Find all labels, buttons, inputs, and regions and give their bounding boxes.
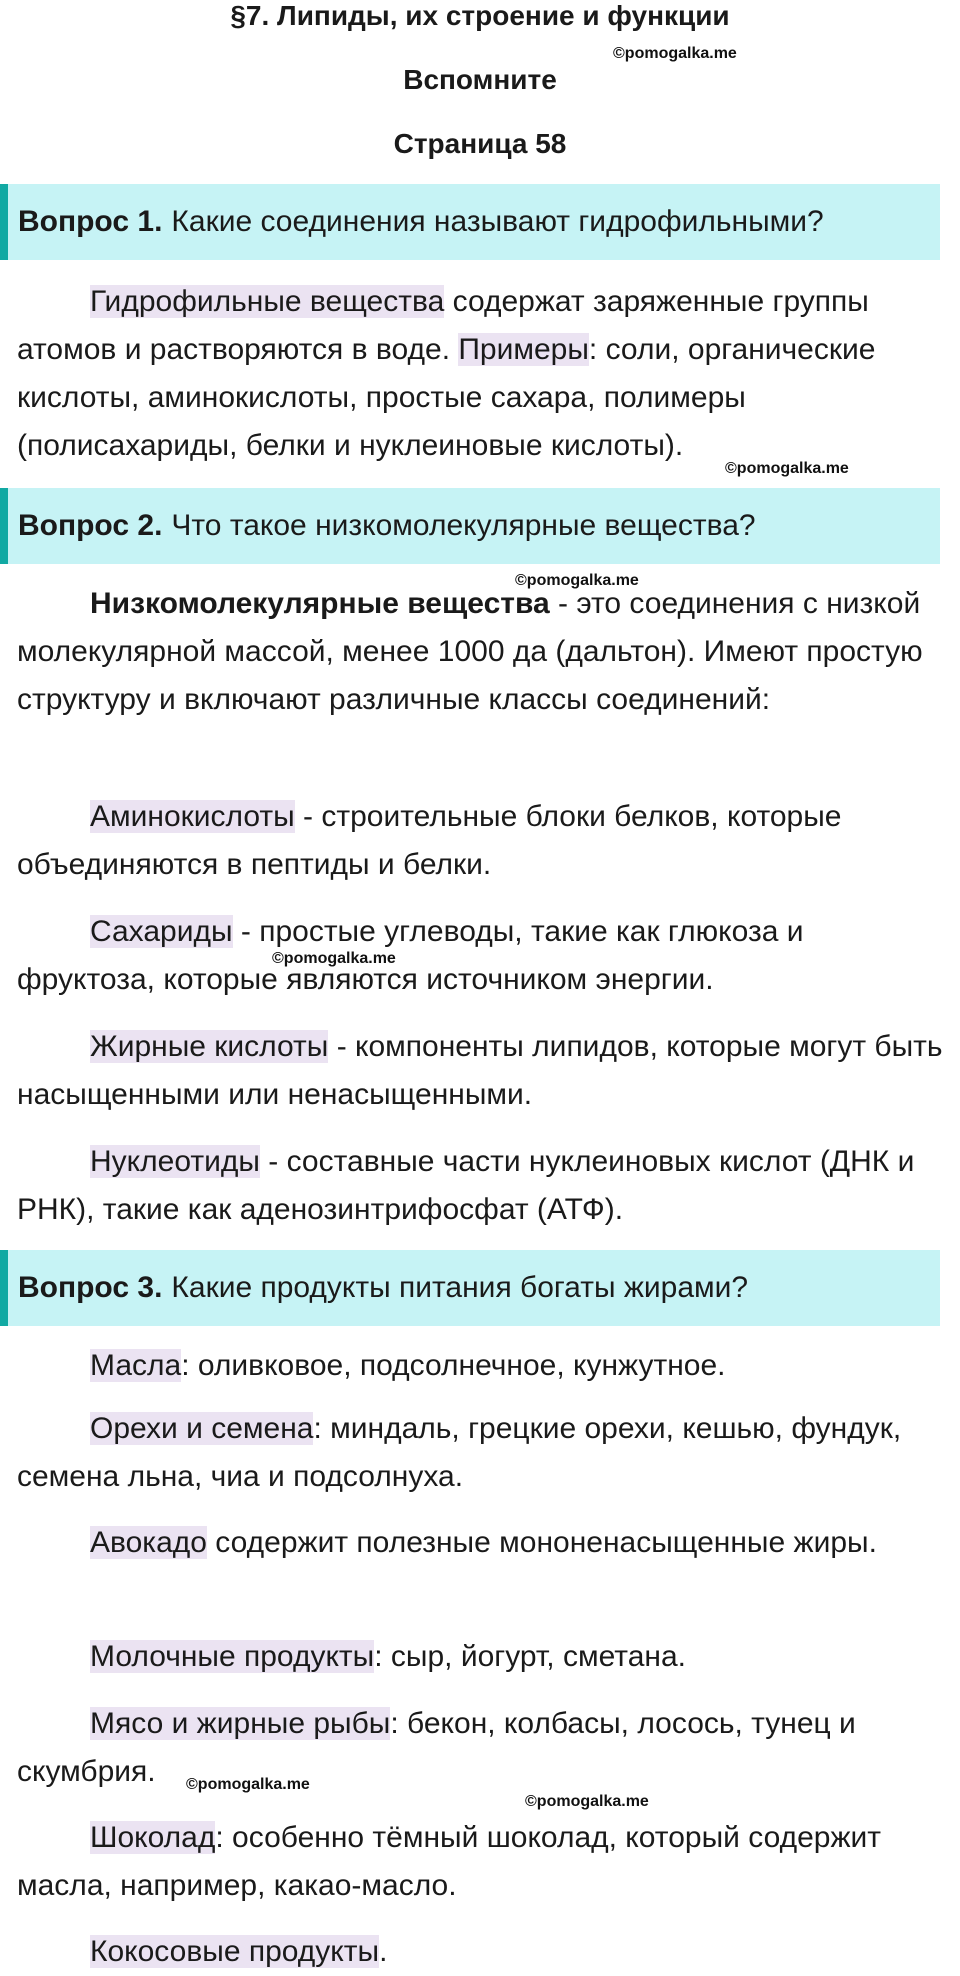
question-2-label: Вопрос 2.: [18, 509, 163, 542]
answer-3-item: Мясо и жирные рыбы: бекон, колбасы, лосось, тунец и скумбрия.: [17, 1707, 856, 1788]
answer-3-item: Орехи и семена: миндаль, грецкие орехи, кешью, фундук, семена льна, чиа и подсолнуха.: [17, 1412, 902, 1493]
question-2-text: Что такое низкомолекулярные вещества?: [171, 509, 756, 542]
answer-3-item: Авокадо содержит полезные мононенасыщенные жиры.: [90, 1526, 877, 1559]
answer-3-item: Кокосовые продукты.: [90, 1935, 388, 1968]
answer-3-item: Шоколад: особенно тёмный шоколад, который содержит масла, например, какао-масло.: [17, 1821, 882, 1902]
answer-2-item: Аминокислоты - строительные блоки белков, которые объединяются в пептиды и белки.: [17, 800, 842, 881]
answer-1-term-examples: Примеры: [458, 333, 589, 366]
page-number: Страница 58: [393, 128, 567, 159]
question-1-label: Вопрос 1.: [18, 205, 163, 238]
section-subtitle: Вспомните: [403, 64, 557, 95]
watermark: ©pomogalka.me: [186, 1776, 310, 1793]
page-title: §7. Липиды, их строение и функции: [230, 0, 730, 31]
question-1-bar: [0, 184, 940, 260]
watermark: ©pomogalka.me: [613, 45, 737, 62]
answer-2-item: Жирные кислоты - компоненты липидов, которые могут быть насыщенными или ненасыщенными.: [17, 1030, 943, 1111]
question-3-bar: [0, 1250, 940, 1326]
answer-1-paragraph: Гидрофильные вещества содержат заряженные группы атомов и растворяются в воде. Примеры: соли, органические кислоты, аминокислоты, простые сахара, полимеры (полисахариды, белки и нуклеиновые кислоты).: [17, 285, 876, 462]
question-3-label: Вопрос 3.: [18, 1271, 163, 1304]
watermark: ©pomogalka.me: [515, 572, 639, 589]
answer-3-item: Молочные продукты: сыр, йогурт, сметана.: [90, 1640, 686, 1673]
question-2-bar: [0, 488, 940, 564]
answer-2-intro: Низкомолекулярные вещества - это соединения с низкой молекулярной массой, менее 1000 да (дальтон). Имеют простую структуру и включают различные классы соединений:: [17, 587, 923, 716]
answer-2-item: Сахариды - простые углеводы, такие как глюкоза и фруктоза, которые являются источником энергии.: [17, 915, 804, 996]
question-1-text: Какие соединения называют гидрофильными?: [171, 205, 824, 238]
answer-2-term: Низкомолекулярные вещества: [90, 587, 550, 620]
question-3-text: Какие продукты питания богаты жирами?: [171, 1271, 749, 1304]
watermark: ©pomogalka.me: [525, 1793, 649, 1810]
answer-3-item: Масла: оливковое, подсолнечное, кунжутное.: [90, 1349, 726, 1382]
watermark: ©pomogalka.me: [272, 950, 396, 967]
watermark: ©pomogalka.me: [725, 460, 849, 477]
answer-1-term: Гидрофильные вещества: [90, 285, 445, 318]
answer-2-item: Нуклеотиды - составные части нуклеиновых кислот (ДНК и РНК), такие как аденозинтрифосфат (АТФ).: [17, 1145, 915, 1226]
